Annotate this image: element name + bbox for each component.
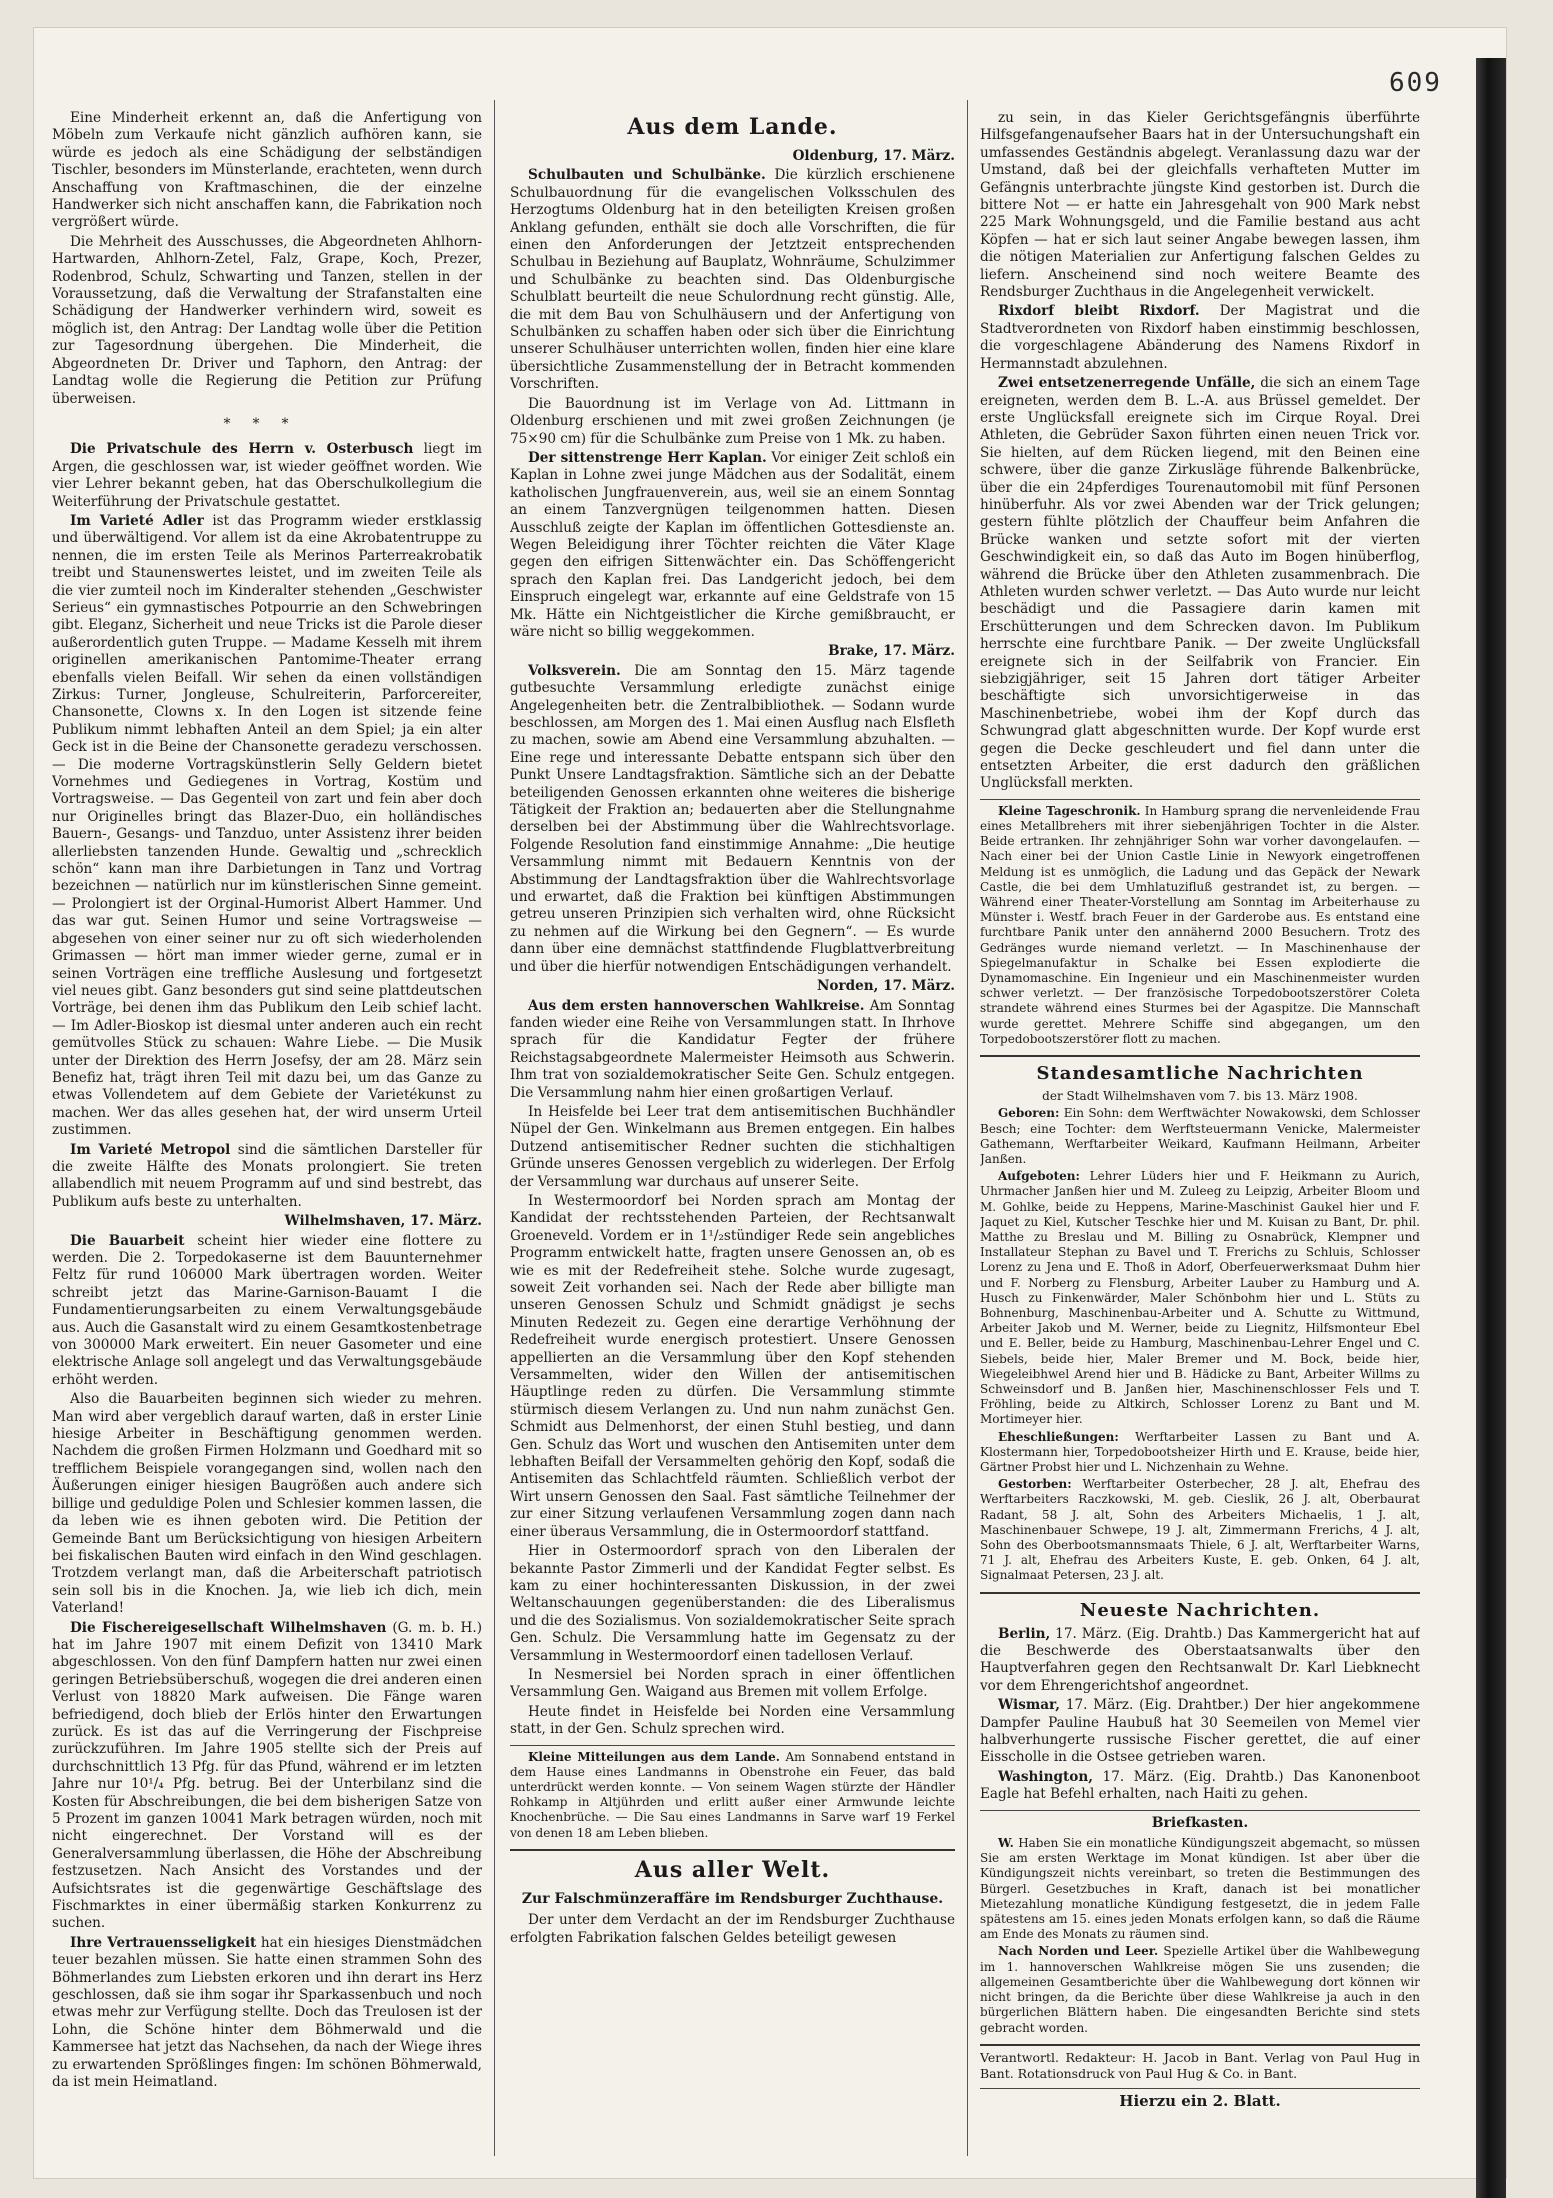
article-paragraph: Volksverein. Die am Sonntag den 15. März tagende gutbesuchte Versammlung erledigte zunächst einige Angelegenheiten betr. die Zentralbibliothek. — Sodann wurde beschlossen, am Morgen des 1. Mai einen Ausflug nach Elsfleth zu machen, sowie am Abend eine Versammlung abzuhalten. — Eine rege und interessante Debatte entspann sich über den Punkt Unsere Landtagsfraktion. Sämtliche sich an der Debatte beteiligenden Genossen erkannten ohne weiteres die bisherige Tätigkeit der Fraktion an; bedauerten aber die Stellungnahme derselben bei der Abstimmung über die Wahlrechtsvorlage. Folgende Resolution fand einstimmige Annahme: „Die heutige Versammlung nimmt mit Bedauern Kenntnis von der Abstimmung der Landtagsfraktion über die Wahlrechtsvorlage und erwartet, daß die Fraktion bei künftigen Abstimmungen getreu unseren Prinzipien sich verhalten wird, ohne Rücksicht zu nehmen auf die Wirkung bei den Gegnern“. — Es wurde dann über eine demnächst stattfindende Flugblattverbreitung und über die hierfür notwendigen Entschädigungen verhandelt. <box>510 662 955 975</box>
article-headline: Die Privatschule des Herrn v. Osterbusch <box>70 441 414 458</box>
column-rule <box>967 100 968 2156</box>
divider <box>980 1592 1420 1594</box>
article-paragraph: Im Varieté Metropol sind die sämtlichen Darsteller für die zweite Hälfte des Monats prolongiert. Sie treten allabendlich mit neuem Programm auf und sind bestrebt, das Publikum aufs beste zu unterhalten. <box>52 1141 482 1210</box>
article-headline: Kleine Tageschronik. <box>998 803 1141 818</box>
column-3 <box>980 110 1420 2156</box>
divider <box>980 1055 1420 1057</box>
article-paragraph: Der sittenstrenge Herr Kaplan. Vor einiger Zeit schloß ein Kaplan in Lohne zwei junge Mädchen aus der Sodalität, einem katholischen Jungfrauenverein, aus, weil sie an einem Sonntag an einem Tanzvergnügen teilgenommen hatten. Diesen Ausschluß zeigte der Kaplan im öffentlichen Gottesdienste an. Wegen Beleidigung ihrer Töchter reichten die Väter Klage gegen den eifrigen Sittenwächter ein. Das Schöffengericht sprach den Kaplan frei. Das Landgericht jedoch, bei dem Einspruch eingelegt war, erkannte auf eine Geldstrafe von 15 Mk. Hätte ein Nichtgeistlicher die Kirche gemißbraucht, er wäre nicht so billig weggekommen. <box>510 449 955 640</box>
letter-reply: Nach Norden und Leer. Spezielle Artikel über die Wahlbewegung im 1. hannoverschen Wahlkreise mögen Sie uns zusenden; die allgemeinen Gesamtberichte über die Wahlbewegung dort können wir nicht bringen, da die Berichte über diese Wahlkreise ja auch in den bürgerlichen Blättern haben. Die eingesandten Berichte sind stets gebracht worden. <box>980 1944 1420 2035</box>
dateline: Wilhelmshaven, 17. März. <box>284 1213 482 1230</box>
registry-entry: Aufgeboten: Lehrer Lüders hier und F. Heikmann zu Aurich, Uhrmacher Janßen hier und M. Zuleeg zu Leipzig, Arbeiter Bloom und M. Gohlke, beide zu Heppens, Marine-Maschinist Gaukel hier und F. Jaquet zu Kiel, Kutscher Teschke hier und M. Kuisan zu Bant, Dr. phil. Matthe zu Breslau und M. Billing zu Osnabrück, Klempner und Installateur Stephan zu Bavel und T. Frerichs zu Schluis, Schlosser Lorenz zu Jena und E. Thoß in Adorf, Oberfeuerwerksmaat Duhm hier und F. Norberg zu Flensburg, Arbeiter Lauber zu Hamburg und A. Husch zu Finkenwärder, Maler Schönbohm hier und L. Stüts zu Bohnenburg, Maschinenbau-Arbeiter und A. Schutte zu Wittmund, Arbeiter Jakob und M. Werner, beide zu Liegnitz, Hilfsmonteur Ebel und E. Beller, beide zu Hamburg, Maschinenbau-Lehrer Engel und C. Siebels, beide hier, Maler Bremer und M. Bock, beide hier, Wiegeleibhwel Arend hier und B. Hädicke zu Bant, Arbeiter Willms zu Schweinsdorf und B. Janßen hier, Maschinenschlosser Fels und T. Fröhling, beide zu Altkirch, Schlosser Lorenz zu Bant und M. Mortimeyer hier. <box>980 1169 1420 1427</box>
dateline: Brake, 17. März. <box>828 643 955 660</box>
section-title: Aus dem Lande. <box>627 114 838 140</box>
article-paragraph: Die Mehrheit des Ausschusses, die Abgeordneten Ahlhorn-Hartwarden, Ahlhorn-Zetel, Falz, Grape, Koch, Prezer, Rodenbrod, Schulz, Schwarting und Tanzen, stellen in der Voraussetzung, daß die Verwaltung der Strafanstalten eine Schädigung der Handwerker verhindern wird, soweit es möglich ist, den Antrag: Der Landtag wolle über die Petition zur Tagesordnung übergehen. Die Minderheit, die Abgeordneten Dr. Driver und Taphorn, den Antrag: der Landtag wolle die Regierung die Petition zur Prüfung überweisen. <box>52 233 482 407</box>
article-paragraph: Ihre Vertrauensseligkeit hat ein hiesiges Dienstmädchen teuer bezahlen müssen. Sie hatte einen strammen Sohn des Böhmerlandes zum Liebsten erkoren und ihn derart ins Herz geschlossen, daß sie ihm sogar ihr Sparkassenbuch und noch etwas mehr zur Verfügung stellte. Doch das Treulosen ist der Lohn, die Schöne hinter dem Böhmerwald und die Kammersee hat jetzt das Nachsehen, da nach der Wiege ihres zu erwartenden Sprößlinges fingen: Im schönen Böhmerwald, da ist mein Heimatland. <box>52 1934 482 2091</box>
article-paragraph: In Westermoordorf bei Norden sprach am Montag der Kandidat der rechtsstehenden Parteien, der Rechtsanwalt Groeneveld. Vordem er in 1¹/₂stündiger Rede sein angebliches Programm entwickelt hatte, fragten unsere Genossen an, ob es wie es mit der Redefreiheit stehe. Solche wurde zugesagt, soweit Zeit vorhanden sei. Nach der Rede aber billigte man unseren Genossen Schulz und Schmidt gnädigst je sechs Minuten Redezeit zu. Gegen eine derartige Verhöhnung der Redefreiheit wurde energisch protestiert. Unsere Genossen appellierten an die Versammlung über den Kopf stehenden Versammelten, wider den Willen der antisemitischen Häuptlinge reden zu dürfen. Die Versammlung stimmte stürmisch diesem Verlangen zu. Und nun nahm zunächst Gen. Schmidt aus Delmenhorst, der einen Stuhl bestieg, und dann Gen. Schulz das Wort und wuschen den Antisemiten unter dem lebhaften Beifall der Versammelten gehörig den Kopf, sodaß die Antisemiten das Schlachtfeld räumten. Schließlich verbot der Wirt unsern Genossen den Saal. Fast sämtliche Teilnehmer der zur einer Sitzung verlaufenen Versammlung zogen dann nach einer überaus Versammlung, die in Ostermoordorf stattfand. <box>510 1192 955 1540</box>
divider <box>980 1810 1420 1811</box>
brief-notes: Kleine Mitteilungen aus dem Lande. Am Sonnabend entstand in dem Hause eines Landmanns in Obenstrohe ein Feuer, das bald unterdrückt werden konnte. — Von seinem Wagen stürzte der Händler Rohkamp in Altjührden und erlitt außer einer Armwunde leichte Knochenbrüche. — Die Sau eines Landmanns in Sarve warf 19 Ferkel von denen 18 am Leben blieben. <box>510 1749 955 1840</box>
section-title: Standesamtliche Nachrichten <box>1036 1063 1364 1085</box>
news-item: Washington, 17. März. (Eig. Drahtb.) Das Kanonenboot Eagle hat Befehl erhalten, nach Haiti zu gehen. <box>980 1768 1420 1803</box>
article-headline: Aus dem ersten hannoverschen Wahlkreise. <box>528 997 865 1014</box>
article-headline: Rixdorf bleibt Rixdorf. <box>998 303 1200 320</box>
divider <box>510 1745 955 1746</box>
section-title: Neueste Nachrichten. <box>1079 1599 1321 1621</box>
registry-entry: Gestorben: Werftarbeiter Osterbecher, 28 J. alt, Ehefrau des Werftarbeiters Raczkowski, M. geb. Cieslik, 26 J. alt, Oberbaurat Radant, 58 J. alt, Sohn des Arbeiters Michaelis, 1 J. alt, Maschinenbauer Schwepe, 19 J. alt, Zimmermann Frerichs, 4 J. alt, Sohn des Oberbootsmannsmaats Thiele, 6 J. alt, Werftarbeiter Warns, 71 J. alt, Ehefrau des Arbeiters Kuste, E. geb. Onken, 64 J. alt, Signalmaat Petersen, 23 J. alt. <box>980 1477 1420 1583</box>
article-headline: Der sittenstrenge Herr Kaplan. <box>528 449 767 466</box>
imprint: Verantwortl. Redakteur: H. Jacob in Bant. Verlag von Paul Hug in Bant. Rotationsdruck von Paul Hug & Co. in Bant. <box>980 2049 1420 2081</box>
letter-reply: W. Haben Sie ein monatliche Kündigungszeit abgemacht, so müssen Sie am ersten Werktage im Monat kündigen. Ist aber über die Kündigungszeit nichts vereinbart, so treten die Bestimmungen des Bürgerl. Gesetzbuches in Kraft, danach ist bei monatlicher Mietezahlung monatliche Kündigung festgesetzt, die in jedem Falle spätestens am 15. eines jeden Monats erfolgen kann, so daß die Räume am Ende des Monats zu räumen sind. <box>980 1836 1420 1942</box>
article-paragraph: Heute findet in Heisfelde bei Norden eine Versammlung statt, in der Gen. Schulz sprechen wird. <box>510 1703 955 1738</box>
article-headline: Volksverein. <box>528 662 621 679</box>
article-paragraph: Rixdorf bleibt Rixdorf. Der Magistrat und die Stadtverordneten von Rixdorf haben einstimmig beschlossen, die vorgeschlagene Abänderung des Namens Rixdorf in Hermannstadt abzulehnen. <box>980 303 1420 372</box>
article-headline: Kleine Mitteilungen aus dem Lande. <box>528 1749 780 1764</box>
supplement-note: Hierzu ein 2. Blatt. <box>1119 2091 1281 2110</box>
article-paragraph: Die Bauarbeit scheint hier wieder eine flottere zu werden. Die 2. Torpedokaserne ist dem Bauunternehmer Feltz für rund 106000 Mark übertragen worden. Weiter schreibt jetzt das Marine-Garnison-Bauamt I die Fundamentierungsarbeiten zu einem Verwaltungsgebäude aus. Auch die Gasanstalt wird zu einem Gesamtkostenbetrage von 300000 Mark erweitert. Ein neuer Gasometer und eine elektrische Anlage soll angelegt und das Verwaltungsgebäude erhöht werden. <box>52 1232 482 1388</box>
divider <box>980 2088 1420 2089</box>
news-item: Wismar, 17. März. (Eig. Drahtber.) Der hier angekommene Dampfer Pauline Haubuß hat 30 Seemeilen von Memel vier halbverhungerte russische Fischer gerettet, die auf einer Eisscholle in die Ostsee getrieben waren. <box>980 1697 1420 1766</box>
article-paragraph: Schulbauten und Schulbänke. Die kürzlich erschienene Schulbauordnung für die evangelischen Volksschulen des Herzogtums Oldenburg hat in den beteiligten Kreisen großen Anklang gefunden, enthält sie doch alle Vorschriften, die für einen den Anforderungen der Jetztzeit entsprechenden Schulbau in Beziehung auf Bauplatz, Wohnräume, Schulzimmer und Schulbänke zu beachten sind. Das Oldenburgische Schulblatt beurteilt die neue Schulordnung recht günstig. Alle, die mit dem Bau von Schulhäusern und der Anfertigung von Schulbänken zu schaffen haben oder sich über die Einrichtung unserer Schulhäuser unterrichten wollen, finden hier eine klare übersichtliche Zusammenstellung der in Betracht kommenden Vorschriften. <box>510 167 955 393</box>
article-headline: Die Bauarbeit <box>70 1232 185 1249</box>
column-2 <box>510 110 955 2156</box>
article-paragraph: Die Fischereigesellschaft Wilhelmshaven (G. m. b. H.) hat im Jahre 1907 mit einem Defizit von 13410 Mark abgeschlossen. Von den fünf Dampfern hatten nur zwei einen geringen Betriebsüberschuß, wogegen die drei anderen einen Verlust von 18820 Mark aufweisen. Die Fänge waren befriedigend, doch blieb der Erlös hinter den Erwartungen zurück. Es ist das auf die Verringerung der Fischpreise zurückzuführen. Im Jahre 1905 stellte sich der Preis auf durchschnittlich 13 Pfg. für das Pfund, während er im letzten Jahre nur 10¹/₄ Pfg. betrug. Bei der Unterbilanz sind die Kosten für Abschreibungen, die bei dem bisherigen Satze von 5 Prozent im ganzen 10041 Mark betragen würden, noch mit nicht eingerechnet. Der Vorstand will es der Generalversammlung überlassen, die Höhe der Abschreibung festzusetzen. Nach Ansicht des Vorstandes und der Aufsichtsrates ist die gegenwärtige Geschäftslage des Fischmarktes in einer übermäßig starken Konkurrenz zu suchen. <box>52 1619 482 1932</box>
section-title: Aus aller Welt. <box>634 1856 831 1883</box>
book-spine <box>1476 58 1506 2198</box>
article-paragraph: Der unter dem Verdacht an der im Rendsburger Zuchthause erfolgten Fabrikation falschen Geldes beteiligt gewesen <box>510 1912 955 1946</box>
article-headline: Ihre Vertrauensseligkeit <box>70 1934 257 1951</box>
column-rule <box>494 100 495 2156</box>
article-paragraph: Also die Bauarbeiten beginnen sich wieder zu mehren. Man wird aber vergeblich darauf warten, daß in erster Linie hiesige Arbeiter in Beschäftigung genommen werden. Nachdem die großen Firmen Holzmann und Goedhard mit so trefflichem Beispiele vorangegangen sind, wollen nach den Äußerungen einiger hiesigen Baugrößen auch andere sich billige und geduldige Polen und Schlesier kommen lassen, die da leben wie es ihnen geboten wird. Die Petition der Gemeinde Bant um Berücksichtigung von hiesigen Arbeitern bei fiskalischen Bauten wird einfach in den Wind geschlagen. Trotzdem verlangt man, daß die Arbeiterschaft patriotisch sein soll bis in die Knochen. Ja, wie lieb ich dich, mein Vaterland! <box>52 1391 482 1617</box>
section-title: Briefkasten. <box>1151 1814 1249 1831</box>
registry-entry: Eheschließungen: Werftarbeiter Lassen zu Bant und A. Klostermann hier, Torpedobootsheizer Hirth und E. Krause, beide hier, Gärtner Probst hier und L. Nichzenhain zu Wehne. <box>980 1429 1420 1474</box>
section-divider: *** <box>223 415 311 432</box>
article-paragraph: zu sein, in das Kieler Gerichtsgefängnis überführte Hilfsgefangenaufseher Baars hat in der Untersuchungshaft ein umfassendes Geständnis abgelegt. Veranlassung dazu war der Umstand, daß bei der gleichfalls verhafteten Mutter im Gefängnis unterbrachte jüngste Kind gestorben ist. Durch die bittere Not — er hatte ein Jahresgehalt von 900 Mark nebst 225 Mark Wohnungsgeld, und die Familie bestand aus acht Köpfen — hat er sich laut seiner Angabe bewegen lassen, ihm die nötigen Materialien zur Anfertigung falschen Geldes zu liefern. Anscheinend sind noch weitere Beamte des Rendsburger Zuchthaus in die Angelegenheit verwickelt. <box>980 110 1420 301</box>
dateline: Norden, 17. März. <box>816 978 955 995</box>
section-subtitle: der Stadt Wilhelmshaven vom 7. bis 13. März 1908. <box>1042 1089 1358 1104</box>
article-headline: Im Varieté Metropol <box>70 1141 231 1158</box>
article-headline: Im Varieté Adler <box>70 512 204 529</box>
article-headline: Zwei entsetzenerregende Unfälle, <box>998 375 1256 392</box>
divider <box>980 799 1420 800</box>
article-paragraph: Die Privatschule des Herrn v. Osterbusch liegt im Argen, die geschlossen war, ist wieder geöffnet worden. Wie vier Lehrer bekannt geben, hat das Oberschulkollegium die Weiterführung der Privatschule gestattet. <box>52 441 482 510</box>
article-paragraph: Im Varieté Adler ist das Programm wieder erstklassig und überwältigend. Vor allem ist da eine Akrobatentruppe zu nennen, die im ersten Teile als Merinos Parterreakrobatik treibt und Staunenswertes leistet, und im zweiten Teile als die vier zumteil noch im Kinderalter stehenden „Geschwister Serieus“ ein gymnastisches Potpourrie an den Schwebringen gibt. Eleganz, Sicherheit und neue Tricks ist die Parole dieser außerordentlich guten Truppe. — Madame Kesselh mit ihrem originellen amerikanischen Pantomime-Theater errang ebenfalls vielen Beifall. Wir sehen da einen vollständigen Zirkus: Turner, Jongleuse, Schulreiterin, Parforcereiter, Chansonette, Clowns x. In den Logen ist sitzende feine Publikum nimmt lebhaften Anteil an dem Spiel; ja ein alter Geck ist in die Beine der Chansonette geradezu verschossen. — Die moderne Vortragskünstlerin Selly Geldern bietet Vornehmes und Gediegenes in Vortrag, Kostüm und Vortragsweise. — Das Gegenteil von zart und fein aber doch nur Originelles bringt das Blazer-Duo, ein holländisches Bauern-, Gesangs- und Tanzduo, unter Assistenz ihrer beiden allerliebsten tanzenden Hunde. Gewaltig und „schrecklich schön“ kann man ihre Darbietungen in Tanz und Vortrag bezeichnen — natürlich nur im künstlerischen Sinne gemeint. — Prolongiert ist der Orginal-Humorist Albert Hammer. Und das war gut. Seinen Humor und seine Vortragsweise — abgesehen von einer seiner nur zu oft sich wiederholenden Grimassen — hört man immer wieder gerne, zumal er in seinen Vorträgen eine treffliche Auslesung und fortgesetzt viel neues gibt. Ganz besonders gut sind seine plattdeutschen Vorträge, bei denen ihm das Publikum den Leib schief lacht. — Im Adler-Bioskop ist diesmal unter anderen auch ein recht gemütvolles Stück zu schauen: Wahre Liebe. — Die Musik unter der Direktion des Herrn Josefsy, der am 28. März sein Benefiz hat, trägt ihren Teil mit dazu bei, um das Ganze zu etwas Vollendetem auf dem Gebiete der Varietékunst zu machen. Wer das alles gesehen hat, der wird unserm Urteil zustimmen. <box>52 512 482 1139</box>
article-paragraph: In Heisfelde bei Leer trat dem antisemitischen Buchhändler Nüpel der Gen. Winkelmann aus Bremen entgegen. Ein halbes Dutzend antisemitischer Redner suchten die stichhaltigen Gründe unseres Genossen vergeblich zu widerlegen. Der Erfolg der Versammlung war durchaus auf unserer Seite. <box>510 1103 955 1190</box>
article-paragraph: Die Bauordnung ist im Verlage von Ad. Littmann in Oldenburg erschienen und mit zwei großen Zeichnungen (je 75×90 cm) für die Schulbänke zum Preise von 1 Mk. zu haben. <box>510 395 955 447</box>
page-number: 609 <box>1389 68 1442 98</box>
article-paragraph: Zwei entsetzenerregende Unfälle, die sich an einem Tage ereigneten, werden dem B. L.-A. aus Brüssel gemeldet. Der erste Unglücksfall ereignete sich im Cirque Royal. Drei Athleten, die Gebrüder Saxon führten einen neuen Trick vor. Sie hielten, auf dem Rücken liegend, mit den Beinen eine schwere, über die ganze Zirkusläge führende Balkenbrücke, über die ein 24pferdiges Tourenautomobil mit fünf Personen hinüberfuhr. Als vor zwei Abenden war der Trick gelungen; gestern fühlte plötzlich der Chauffeur beim Anfahren die Brücke wanken und setzte sofort mit der vierten Geschwindigkeit ein, so daß das Auto im Bogen hinüberflog, während die Brücke über den Athleten zusammenbrach. Die Athleten wurden schwer verletzt. — Das Auto wurde nur leicht beschädigt und die Passagiere darin kamen mit Erschütterungen und dem Schrecken davon. Im Publikum herrschte eine furchtbare Panik. — Der zweite Unglücksfall ereignete sich in der Seilfabrik von Francier. Ein siebzigjähriger, seit 15 Jahren dort tätiger Arbeiter beschäftigte sich unvorsichtigerweise in das Maschinenbetriebe, wobei ihm der Kopf durch das Schwungrad glatt abgeschnitten wurde. Der Kopf wurde erst gegen die Decke geschleudert und fiel dann unter die entsetzten Arbeiter, die erst dadurch den gräßlichen Unglücksfall merkten. <box>980 375 1420 792</box>
divider <box>980 2044 1420 2046</box>
article-paragraph: Aus dem ersten hannoverschen Wahlkreise. Am Sonntag fanden wieder eine Reihe von Versammlungen statt. In Ihrhove sprach für die Kandidatur Fegter der frühere Reichstagsabgeordnete Malermeister Heimsoth aus Schwerin. Ihm trat von sozialdemokratischer Seite Gen. Schulz entgegen. Die Versammlung nahm hier einen großartigen Verlauf. <box>510 997 955 1101</box>
article-headline: Zur Falschmünzeraffäre im Rendsburger Zuchthause. <box>521 1890 944 1907</box>
brief-notes: Kleine Tageschronik. In Hamburg sprang die nervenleidende Frau eines Metallbrehers mit ihrer siebenjährigen Tochter in die Alster. Beide ertranken. Ihr zehnjähriger Sohn war vorher davongelaufen. — Nach einer bei der Union Castle Linie in Newyork eingetroffenen Meldung ist es unmöglich, die Ladung und das Gepäck der Newark Castle, die bei dem Umhlatuzifluß gestrandet ist, zu bergen. — Während einer Theater-Vorstellung am Sonntag im Arbeiterhause zu Münster i. Westf. brach Feuer in der Garderobe aus. Es entstand eine furchtbare Panik unter den annähernd 2000 Besuchern. Trotz des Gedränges wurde niemand verletzt. — In Maschinenhause der Spiegelmanufaktur in Schalke bei Essen explodierte die Dynamomaschine. Ein Ingenieur und ein Maschinenmeister wurden schwer verletzt. — Der französische Torpedobootszerstörer Coleta strandete während eines Sturmes bei der Agaspitze. Die Mannschaft wurde gerettet. Mehrere Schiffe sind abgegangen, um den Torpedobootszerstörer flott zu machen. <box>980 803 1420 1046</box>
article-paragraph: In Nesmersiel bei Norden sprach in einer öffentlichen Versammlung Gen. Waigand aus Bremen mit vollem Erfolge. <box>510 1666 955 1701</box>
article-headline: Die Fischereigesellschaft Wilhelmshaven <box>70 1619 387 1636</box>
article-paragraph: Eine Minderheit erkennt an, daß die Anfertigung von Möbeln zum Verkaufe nicht gänzlich aufhören kann, sie würde es jedoch als eine Schädigung der selbständigen Tischler, besonders im Münsterlande, erachteten, wenn durch Anschaffung von Kraftmaschinen, die der einzelne Handwerker sich nicht anschaffen kann, die Fabrikation noch vergrößert würde. <box>52 110 482 231</box>
article-headline: Schulbauten und Schulbänke. <box>528 167 766 184</box>
column-1 <box>52 110 482 2156</box>
registry-entry: Geboren: Ein Sohn: dem Werftwächter Nowakowski, dem Schlosser Besch; eine Tochter: dem Werftsteuermann Venicke, Malermeister Gathemann, Werftarbeiter Weikard, Kaufmann Heilmann, Arbeiter Janßen. <box>980 1106 1420 1166</box>
news-item: Berlin, 17. März. (Eig. Drahtb.) Das Kammergericht hat auf die Beschwerde des Oberstaatsanwalts über den Hauptverfahren gegen den Rechtsanwalt Dr. Karl Liebknecht vor dem Ehrengerichtshof angeordnet. <box>980 1625 1420 1694</box>
dateline: Oldenburg, 17. März. <box>792 148 955 164</box>
article-paragraph: Hier in Ostermoordorf sprach von den Liberalen der bekannte Pastor Zimmerli und der Kandidat Fegter selbst. Es kam zu einer hochinteressanten Diskussion, in der zwei Weltanschauungen gegenüberstanden: die des Liberalismus und die des Sozialismus. Von sozialdemokratischer Seite sprach Gen. Schulz. Die Versammlung hatte im Gegensatz zu der Versammlung in Westermoordorf einen tadellosen Verlauf. <box>510 1543 955 1664</box>
divider <box>510 1849 955 1851</box>
